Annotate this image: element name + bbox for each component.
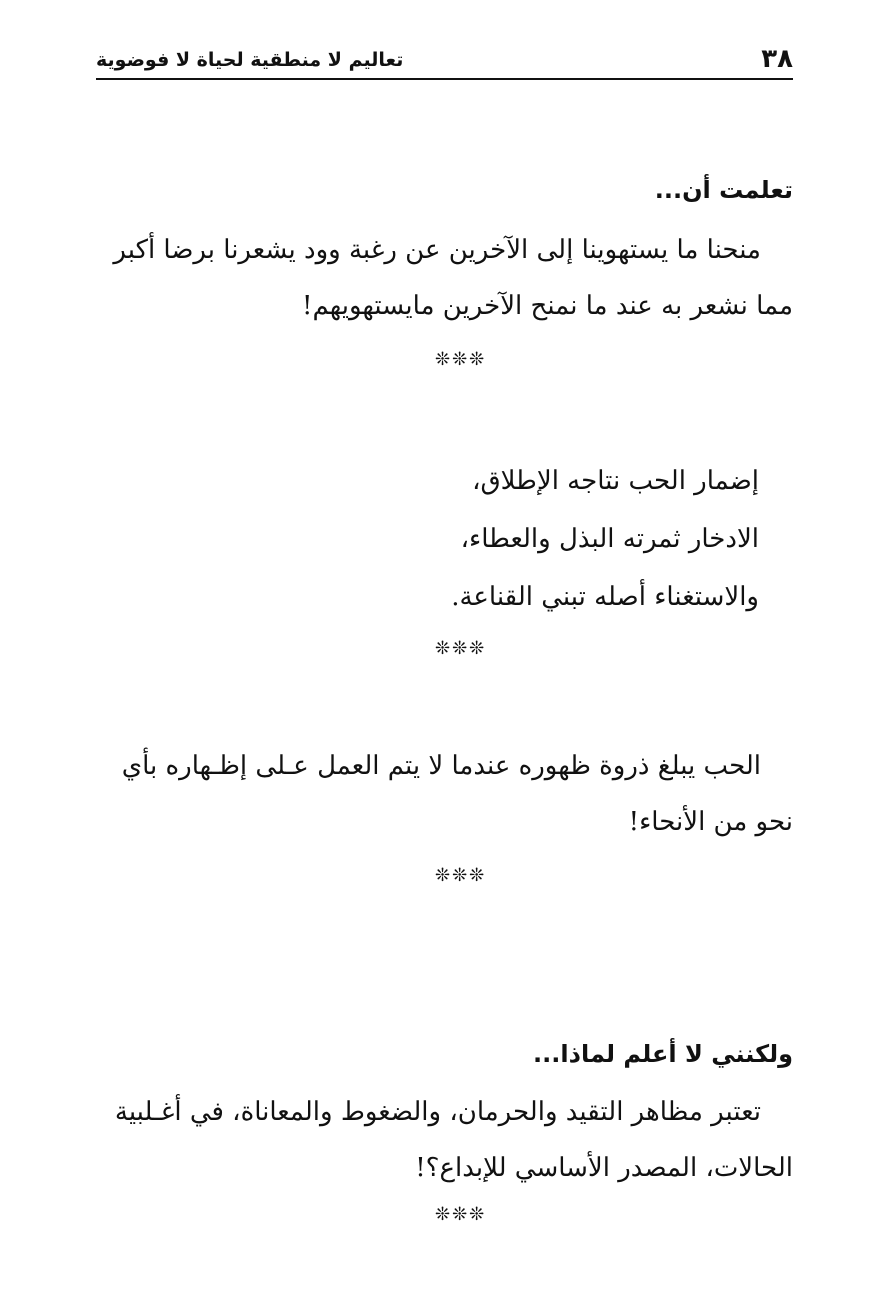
verse-line: الادخار ثمرته البذل والعطاء، [460, 524, 759, 554]
separator-2 [0, 637, 887, 661]
paragraph-line: الحب يبلغ ذروة ظهوره عندما لا يتم العمل عـلى إظـهاره بأي [121, 751, 761, 781]
section-1-heading: تعلمت أن... [654, 176, 793, 204]
paragraph-line: تعتبر مظاهر التقيد والحرمان، والضغوط والمعاناة، في أغـلبية [114, 1097, 761, 1127]
section-1-paragraph [93, 222, 793, 334]
separator-ornament: ❊❊❊ [434, 349, 487, 370]
section-4-heading: ولكنني لا أعلم لماذا... [533, 1040, 793, 1068]
separator-4 [0, 1203, 887, 1227]
verse-line: إضمار الحب نتاجه الإطلاق، [472, 466, 759, 496]
separator-3 [0, 864, 887, 888]
section-3-paragraph [93, 738, 793, 850]
paragraph-line: الحالات، المصدر الأساسي للإبداع؟! [415, 1153, 793, 1183]
page-header [96, 42, 793, 80]
separator-ornament: ❊❊❊ [434, 865, 487, 886]
section-2-verse [239, 452, 759, 626]
section-4-paragraph [93, 1084, 793, 1196]
verse-line: والاستغناء أصله تبني القناعة. [451, 582, 759, 612]
running-title: تعاليم لا منطقية لحياة لا فوضوية [96, 49, 404, 71]
paragraph-line: نحو من الأنحاء! [628, 807, 793, 837]
paragraph-line: مما نشعر به عند ما نمنح الآخرين مايستهويهم! [302, 291, 793, 321]
paragraph-line: منحنا ما يستهوينا إلى الآخرين عن رغبة وود يشعرنا برضا أكبر [113, 235, 761, 265]
separator-ornament: ❊❊❊ [434, 1204, 487, 1225]
separator-1 [0, 348, 887, 372]
section-1 [93, 172, 793, 334]
section-3 [93, 738, 793, 850]
page-number: ٣٨ [761, 44, 793, 74]
section-4 [93, 1036, 793, 1196]
separator-ornament: ❊❊❊ [434, 638, 487, 659]
